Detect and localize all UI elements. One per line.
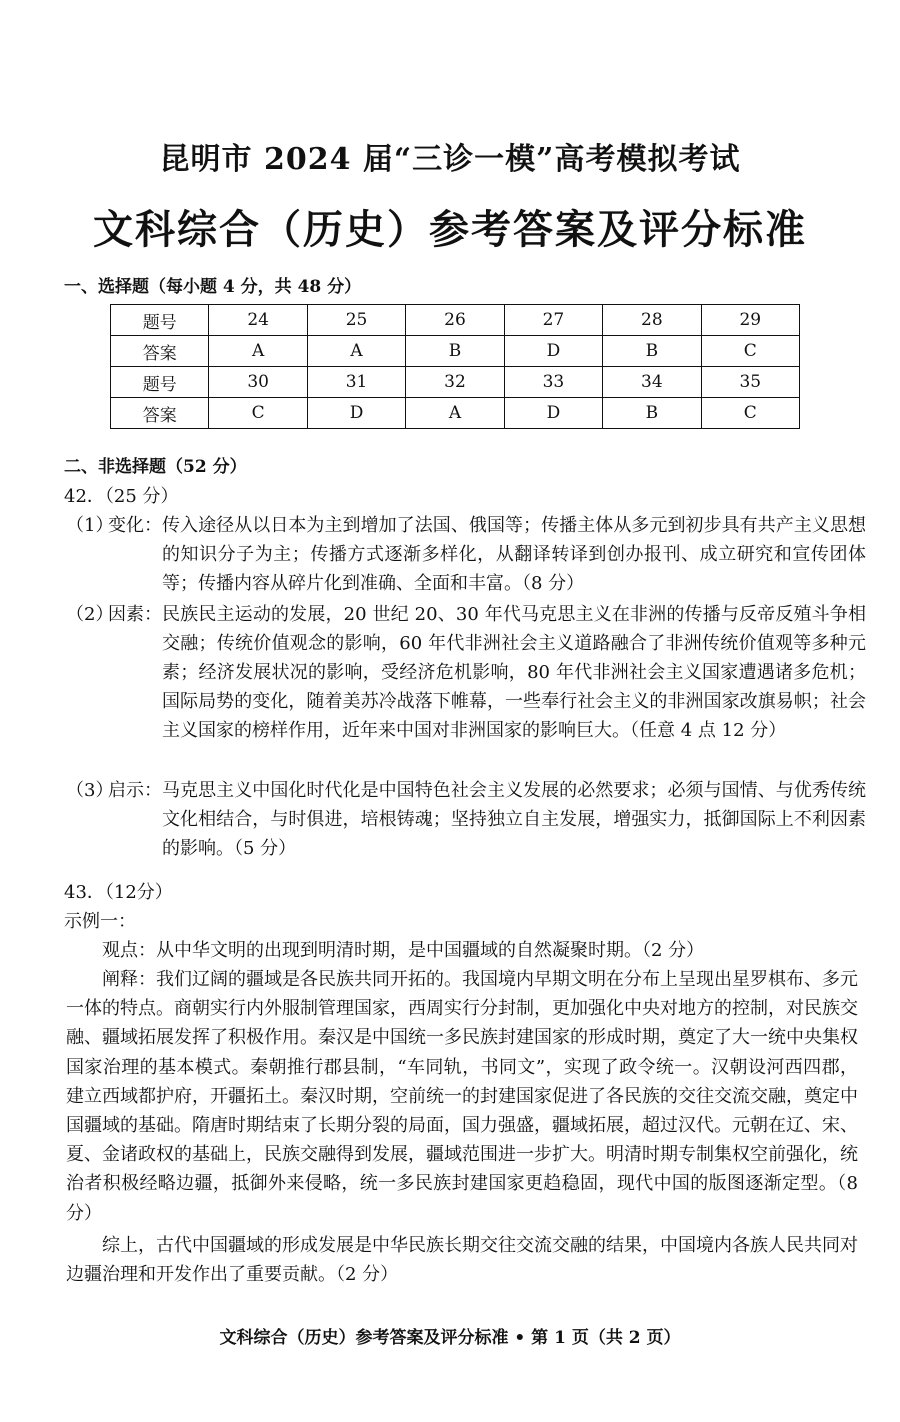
table-cell: 答案	[111, 398, 209, 429]
table-row	[111, 367, 800, 398]
table-cell: C	[701, 336, 799, 367]
table-cell: 26	[406, 305, 504, 336]
table-cell: A	[406, 398, 504, 429]
example-label: 示例一：	[64, 911, 136, 932]
q42-item-1	[66, 511, 866, 599]
table-cell: 34	[603, 367, 701, 398]
table-cell: A	[209, 336, 307, 367]
table-cell: C	[209, 398, 307, 429]
section-2-heading: 二、非选择题（52 分）	[64, 457, 247, 477]
table-cell: 31	[307, 367, 405, 398]
table-cell: 33	[504, 367, 602, 398]
question-42-label: 42．（25 分）	[64, 486, 179, 507]
table-row	[111, 305, 800, 336]
explanation-paragraph: 阐释：我们辽阔的疆域是各民族共同开拓的。我国境内早期文明在分布上呈现出星罗棋布、多元一体的特点。商朝实行内外服制管理国家，西周实行分封制，更加强化中央对地方的控制，对民族交融、疆域拓展发挥了积极作用。秦汉是中国统一多民族封建国家的形成时期，奠定了大一统中央集权国家治理的基本模式。秦朝推行郡县制，“车同轨，书同文”，实现了政令统一。汉朝设河西四郡，建立西域都护府，开疆拓土。秦汉时期，空前统一的封建国家促进了各民族的交往交流交融，奠定中国疆域的基础。隋唐时期结束了长期分裂的局面，国力强盛，疆域拓展，超过汉代。元朝在辽、宋、夏、金诸政权的基础上，民族交融得到发展，疆域范围进一步扩大。明清时期专制集权空前强化，统治者积极经略边疆，抵御外来侵略，统一多民族封建国家更趋稳固，现代中国的版图逐渐定型。（8 分）	[66, 969, 858, 1224]
table-cell: B	[603, 398, 701, 429]
table-cell: 29	[701, 305, 799, 336]
table-cell: 题号	[111, 367, 209, 398]
table-row	[111, 336, 800, 367]
table-cell: 28	[603, 305, 701, 336]
table-cell: 题号	[111, 305, 209, 336]
table-cell: D	[504, 336, 602, 367]
viewpoint-paragraph: 观点：从中华文明的出现到明清时期，是中国疆域的自然凝聚时期。（2 分）	[102, 940, 705, 961]
table-cell: D	[307, 398, 405, 429]
table-cell: 35	[701, 367, 799, 398]
q42-item-2	[66, 600, 866, 776]
item-number: （3）	[66, 780, 114, 801]
section-1-heading: 一、选择题（每小题 4 分，共 48 分）	[64, 277, 362, 297]
answer-table	[110, 304, 800, 429]
item-lead: 变化：	[108, 515, 162, 536]
table-cell: 答案	[111, 336, 209, 367]
item-number: （2）	[66, 604, 114, 625]
table-cell: 24	[209, 305, 307, 336]
table-cell: B	[406, 336, 504, 367]
question-43-label: 43．（12分）	[64, 882, 173, 903]
table-cell: B	[603, 336, 701, 367]
table-cell: A	[307, 336, 405, 367]
item-number: （1）	[66, 515, 114, 536]
table-cell: 32	[406, 367, 504, 398]
table-cell: C	[701, 398, 799, 429]
table-cell: D	[504, 398, 602, 429]
item-lead: 启示：	[108, 780, 162, 801]
table-cell: 27	[504, 305, 602, 336]
conclusion-paragraph: 综上，古代中国疆域的形成发展是中华民族长期交往交流交融的结果，中国境内各族人民共同对边疆治理和开发作出了重要贡献。（2 分）	[66, 1235, 858, 1286]
q42-item-3	[66, 776, 866, 864]
document-subtitle: 文科综合（历史）参考答案及评分标准	[93, 206, 807, 253]
item-text: 民族民主运动的发展，20 世纪 20、30 年代马克思主义在非洲的传播与反帝反殖斗争相交融；传统价值观念的影响，60 年代非洲社会主义道路融合了非洲传统价值观等多种元素；经济发展状况的影响，受经济危机影响，80 年代非洲社会主义国家遭遇诸多危机；国际局势的变化，随着美苏冷战落下帷幕，一些奉行社会主义的非洲国家改旗易帜；社会主义国家的榜样作用，近年来中国对非洲国家的影响巨大。（任意 4 点 12 分）	[162, 604, 866, 741]
page-footer: 文科综合（历史）参考答案及评分标准 • 第 1 页（共 2 页）	[219, 1328, 681, 1348]
item-text: 马克思主义中国化时代化是中国特色社会主义发展的必然要求；必须与国情、与优秀传统文化相结合，与时俱进，培根铸魂；坚持独立自主发展，增强实力，抵御国际上不利因素的影响。（5 分）	[162, 780, 866, 859]
table-cell: 25	[307, 305, 405, 336]
table-row	[111, 398, 800, 429]
table-cell: 30	[209, 367, 307, 398]
item-lead: 因素：	[108, 604, 162, 625]
exam-title: 昆明市 2024 届“三诊一模”高考模拟考试	[159, 142, 741, 177]
item-text: 传入途径从以日本为主到增加了法国、俄国等；传播主体从多元到初步具有共产主义思想的知识分子为主；传播方式逐渐多样化，从翻译转译到创办报刊、成立研究和宣传团体等；传播内容从碎片化到准确、全面和丰富。（8 分）	[162, 515, 866, 594]
